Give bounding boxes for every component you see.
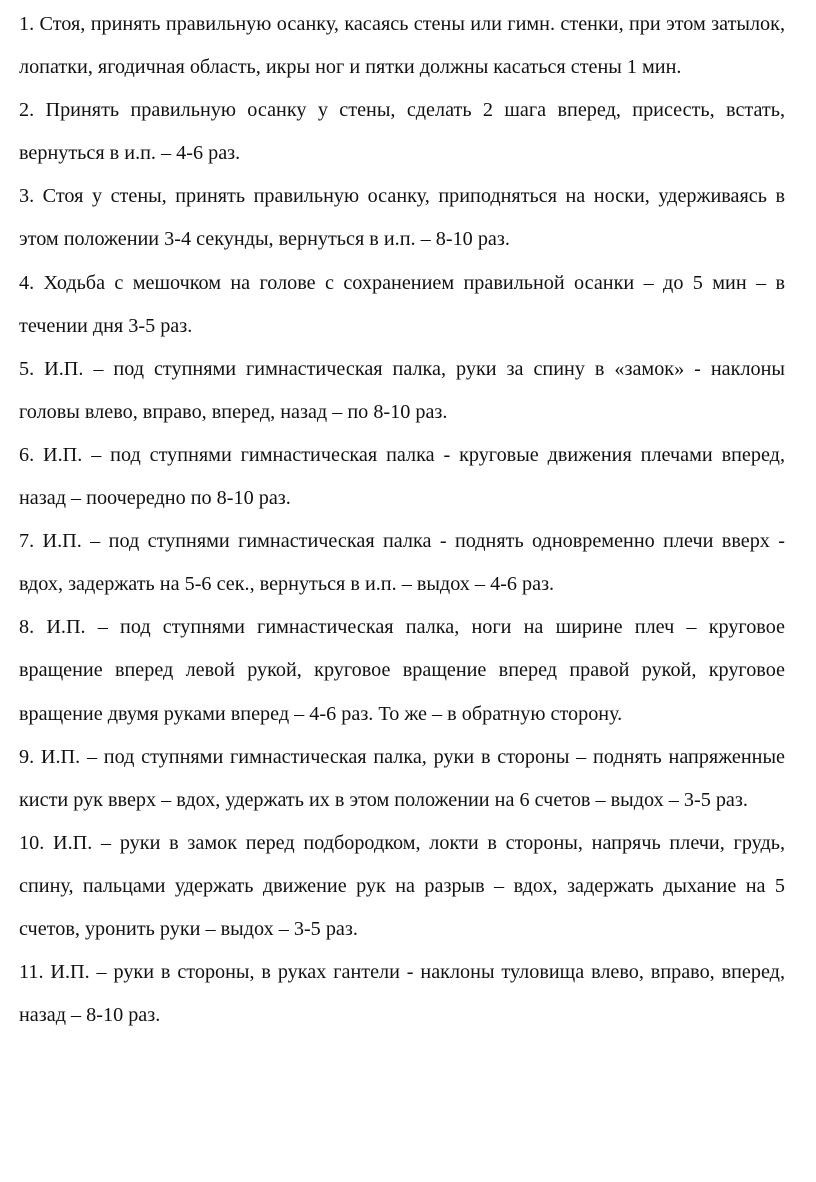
exercise-list (19, 0, 785, 1037)
exercise-item-3: 3. Стоя у стены, принять правильную осанку, приподняться на носки, удерживаясь в этом положении 3-4 секунды, вернуться в и.п. – 8-10 раз. (19, 185, 785, 251)
exercise-item-7: 7. И.П. – под ступнями гимнастическая палка - поднять одновременно плечи вверх - вдох, задержать на 5-6 сек., вернуться в и.п. – выдох – 4-6 раз. (19, 530, 785, 596)
exercise-item-9: 9. И.П. – под ступнями гимнастическая палка, руки в стороны – поднять напряженные кисти рук вверх – вдох, удержать их в этом положении на 6 счетов – выдох – 3-5 раз. (19, 745, 785, 811)
exercise-item-6: 6. И.П. – под ступнями гимнастическая палка - круговые движения плечами вперед, назад – поочередно по 8-10 раз. (19, 443, 785, 510)
exercise-item-2: 2. Принять правильную осанку у стены, сделать 2 шага вперед, присесть, встать, вернуться в и.п. – 4-6 раз. (19, 99, 785, 165)
exercise-item-1: 1. Стоя, принять правильную осанку, касаясь стены или гимн. стенки, при этом затылок, лопатки, ягодичная область, икры ног и пятки должны касаться стены 1 мин. (19, 13, 785, 79)
exercise-item-11: 11. И.П. – руки в стороны, в руках гантели - наклоны туловища влево, вправо, вперед, назад – 8-10 раз. (19, 961, 785, 1027)
exercise-item-8: 8. И.П. – под ступнями гимнастическая палка, ноги на ширине плеч – круговое вращение вперед левой рукой, круговое вращение вперед правой рукой, круговое вращение двумя руками вперед – 4-6 раз. То же – в обратную сторону. (19, 616, 785, 725)
exercise-item-10: 10. И.П. – руки в замок перед подбородком, локти в стороны, напрячь плечи, грудь, спину, пальцами удержать движение рук на разрыв – вдох, задержать дыхание на 5 счетов, уронить руки – выдох – 3-5 раз. (19, 831, 785, 940)
exercise-item-4: 4. Ходьба с мешочком на голове с сохранением правильной осанки – до 5 мин – в течении дня 3-5 раз. (19, 271, 785, 337)
exercise-item-5: 5. И.П. – под ступнями гимнастическая палка, руки за спину в «замок» - наклоны головы влево, вправо, вперед, назад – по 8-10 раз. (19, 357, 785, 423)
